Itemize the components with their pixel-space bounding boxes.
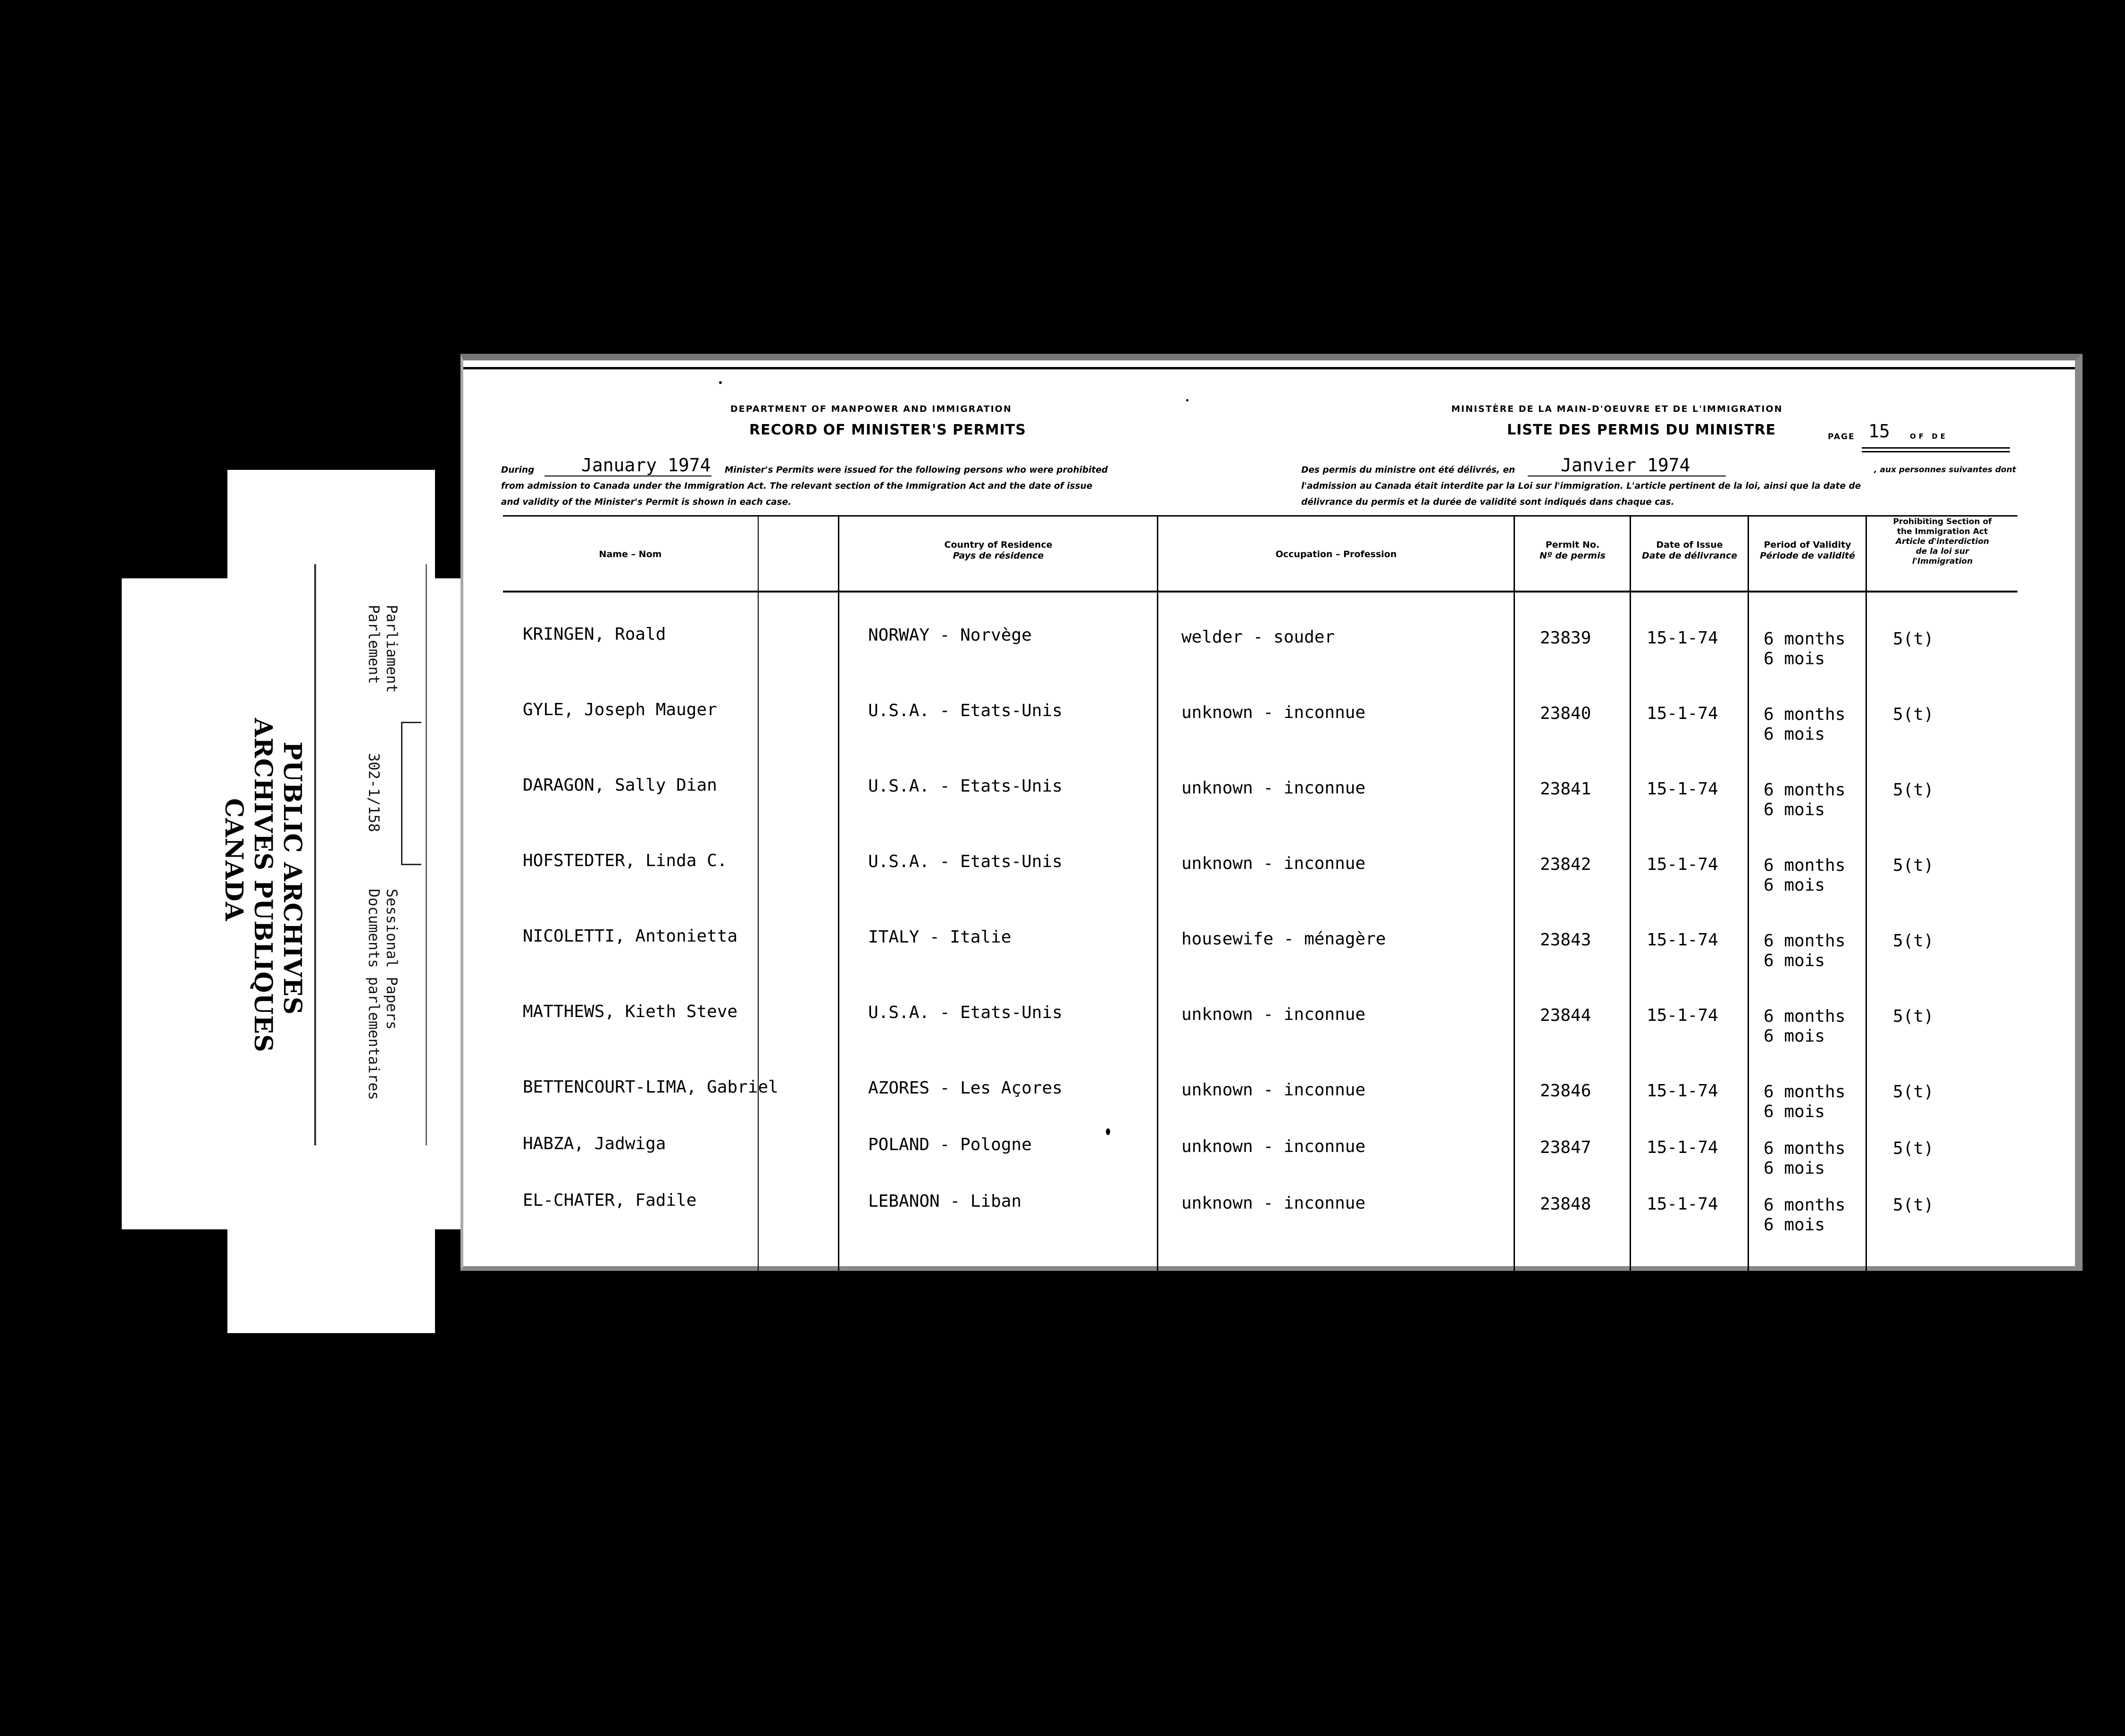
cell-period-fr: 6 mois [1764,649,1825,668]
tab-sessional-papers-en: Sessional Papers [383,889,400,1030]
intro-en-line-2: from admission to Canada under the Immigration Act. The relevant section of the Immigration Act and the date of issue [501,481,1093,491]
page-number: 15 [1868,421,1890,442]
cell-prohibiting-section: 5(t) [1893,856,1934,875]
intro-fr-lead: Des permis du ministre ont été délivrés, en [1301,465,1515,475]
cell-country: ITALY - Italie [868,927,1012,947]
cell-prohibiting-section: 5(t) [1893,1139,1934,1158]
cell-period-en: 6 months [1764,1082,1846,1102]
cell-permit-number: 23840 [1540,704,1591,723]
intro-fr-line-3: délivrance du permis et la durée de validité sont indiqués dans chaque cas. [1301,497,1674,507]
form-title-en: RECORD OF MINISTER'S PERMITS [749,422,1026,438]
cell-period-en: 6 months [1764,705,1846,724]
cell-permit-number: 23842 [1540,855,1591,874]
cell-date-of-issue: 15-1-74 [1647,1194,1718,1214]
cell-permit-number: 23848 [1540,1194,1591,1214]
column-header-section-en-1: Prohibiting Section of [1893,517,1992,526]
column-header-section-fr-2: de la loi sur [1916,547,1969,556]
table-header-rule [503,591,2017,593]
cell-date-of-issue: 15-1-74 [1647,628,1718,648]
archive-label-line-1: PUBLIC ARCHIVES [278,742,307,1015]
cell-period-en: 6 months [1764,1195,1846,1215]
column-header-permit-fr: Nº de permis [1539,551,1606,561]
cell-prohibiting-section: 5(t) [1893,629,1934,649]
cell-prohibiting-section: 5(t) [1893,931,1934,951]
column-divider-date [1630,516,1631,1288]
cell-permit-number: 23839 [1540,628,1591,648]
cell-period-fr: 6 mois [1764,1102,1825,1121]
column-header-section-en-2: the Immigration Act [1897,527,1988,536]
cell-period-of-validity [1764,931,1845,971]
cell-occupation: unknown - inconnue [1181,1005,1366,1024]
cell-period-en: 6 months [1764,1007,1846,1026]
during-label: During [501,465,535,475]
form-code: IMM. 1101 (12-70) [512,1294,584,1301]
tab-parliament-en: Parliament [383,605,400,693]
cell-occupation: unknown - inconnue [1181,1137,1366,1156]
department-fr: MINISTÈRE DE LA MAIN-D'OEUVRE ET DE L'IMMIGRATION [1451,404,1783,414]
cell-name: HOFSTEDTER, Linda C. [523,851,728,870]
cell-date-of-issue: 15-1-74 [1647,855,1718,874]
label-card-bottom-tab [227,1225,435,1333]
column-header-section [1867,517,2017,567]
month-en: January 1974 [581,455,711,476]
cell-permit-number: 23841 [1540,779,1591,799]
intro-fr-tail: , aux personnes suivantes dont [1874,465,2016,475]
cell-prohibiting-section: 5(t) [1893,1082,1934,1102]
cell-name: MATTHEWS, Kieth Steve [523,1002,738,1021]
column-header-section-fr-3: l'Immigration [1912,557,1973,566]
archive-label-tab [314,564,427,1145]
cell-period-of-validity [1764,1082,1845,1122]
scan-speck [719,381,722,384]
column-header-occupation: Occupation – Profession [1275,549,1397,559]
cell-prohibiting-section: 5(t) [1893,1195,1934,1215]
form-title-fr: LISTE DES PERMIS DU MINISTRE [1507,422,1776,438]
cell-period-fr: 6 mois [1764,1215,1825,1235]
column-header-date-fr: Date de délivrance [1641,551,1738,561]
cell-prohibiting-section: 5(t) [1893,705,1934,724]
column-header-period [1749,540,1866,561]
scan-speck [1186,399,1188,401]
column-header-date-en: Date of Issue [1656,540,1723,550]
page-label: PAGE [1828,432,1855,442]
cell-occupation: unknown - inconnue [1181,854,1366,873]
scan-speck [1106,1128,1110,1135]
cell-date-of-issue: 15-1-74 [1647,930,1718,950]
cell-country: U.S.A. - Etats-Unis [868,776,1062,796]
archive-label-line-3: CANADA [219,798,248,922]
column-header-period-fr: Période de validité [1760,551,1855,561]
cell-permit-number: 23843 [1540,930,1591,950]
cell-name: DARAGON, Sally Dian [523,776,717,795]
cell-country: LEBANON - Liban [868,1192,1022,1211]
cell-permit-number: 23846 [1540,1081,1591,1101]
cell-period-fr: 6 mois [1764,951,1825,970]
cell-name: EL-CHATER, Fadile [523,1191,697,1210]
cell-name: KRINGEN, Roald [523,625,666,644]
permit-record-sheet [460,354,2083,1301]
cell-prohibiting-section: 5(t) [1893,780,1934,800]
cell-period-en: 6 months [1764,780,1846,800]
column-header-date [1631,540,1748,561]
cell-country: U.S.A. - Etats-Unis [868,1003,1062,1022]
table-bottom-rule [503,1285,2017,1287]
column-header-permit [1515,540,1630,561]
cell-name: BETTENCOURT-LIMA, Gabriel [523,1077,778,1097]
column-divider-name-sub [758,516,759,1288]
tab-reference-number: 302-1/158 [365,753,382,832]
cell-period-fr: 6 mois [1764,1027,1825,1046]
month-fr: Janvier 1974 [1561,455,1690,476]
cell-occupation: welder - souder [1181,627,1335,647]
cell-period-en: 6 months [1764,629,1846,649]
column-header-permit-en: Permit No. [1545,540,1600,550]
cell-occupation: unknown - inconnue [1181,1194,1366,1213]
tab-parliament-fr: Parlement [365,605,382,684]
cell-country: NORWAY - Norvège [868,626,1032,645]
label-tab-slot [401,722,421,865]
cell-name: NICOLETTI, Antonietta [523,926,738,946]
column-header-country-fr: Pays de résidence [953,551,1044,561]
cell-period-of-validity [1764,705,1845,744]
cell-country: POLAND - Pologne [868,1135,1032,1154]
column-divider-section [1866,516,1867,1288]
column-header-country-en: Country of Residence [944,540,1053,550]
department-en: DEPARTMENT OF MANPOWER AND IMMIGRATION [730,404,1012,414]
cell-date-of-issue: 15-1-74 [1647,779,1718,799]
column-divider-country [838,516,839,1288]
cell-date-of-issue: 15-1-74 [1647,704,1718,723]
cell-occupation: unknown - inconnue [1181,778,1366,798]
cell-permit-number: 23844 [1540,1006,1591,1025]
cell-period-of-validity [1764,1007,1845,1046]
column-header-country [840,540,1157,561]
column-header-section-fr-1: Article d'interdiction [1896,537,1989,546]
cell-period-of-validity [1764,856,1845,895]
cell-period-en: 6 months [1764,1139,1846,1158]
tab-sessional-papers-fr: Documents parlementaires [365,889,382,1100]
page-underline-2 [1862,451,2010,452]
cell-period-of-validity [1764,1139,1845,1178]
column-divider-period [1748,516,1749,1288]
archive-label-line-2: ARCHIVES PUBLIQUES [249,718,277,1053]
cell-name: GYLE, Joseph Mauger [523,700,717,719]
page-of: OF DE [1910,432,1948,441]
cell-date-of-issue: 15-1-74 [1647,1081,1718,1101]
cell-period-of-validity [1764,1195,1845,1235]
cell-country: AZORES - Les Açores [868,1078,1062,1098]
cell-date-of-issue: 15-1-74 [1647,1138,1718,1157]
cell-period-fr: 6 mois [1764,725,1825,744]
cell-period-fr: 6 mois [1764,800,1825,819]
cell-permit-number: 23847 [1540,1138,1591,1157]
cell-period-fr: 6 mois [1764,1159,1825,1178]
intro-en-line-3: and validity of the Minister's Permit is shown in each case. [501,497,792,507]
cell-country: U.S.A. - Etats-Unis [868,701,1062,720]
column-divider-permit [1514,516,1515,1288]
cell-period-fr: 6 mois [1764,876,1825,895]
column-header-name: Name – Nom [599,549,662,559]
cell-period-of-validity [1764,629,1845,669]
cell-prohibiting-section: 5(t) [1893,1007,1934,1026]
intro-fr-line-2: l'admission au Canada était interdite par la Loi sur l'immigration. L'article pertinent de la loi, ainsi que la date de [1301,481,1861,491]
cell-period-en: 6 months [1764,931,1846,951]
cell-period-en: 6 months [1764,856,1846,875]
cell-name: HABZA, Jadwiga [523,1134,666,1153]
cell-occupation: housewife - ménagère [1181,929,1386,949]
cell-occupation: unknown - inconnue [1181,703,1366,722]
intro-en-line-1: Minister's Permits were issued for the following persons who were prohibited [725,465,1108,475]
page-underline-1 [1862,447,2010,449]
sheet-top-rule [463,367,2075,369]
cell-country: U.S.A. - Etats-Unis [868,852,1062,871]
cell-date-of-issue: 15-1-74 [1647,1006,1718,1025]
column-header-period-en: Period of Validity [1764,540,1851,550]
cell-period-of-validity [1764,780,1845,820]
column-divider-occupation [1157,516,1158,1288]
cell-occupation: unknown - inconnue [1181,1080,1366,1100]
table-top-rule [503,515,2017,517]
